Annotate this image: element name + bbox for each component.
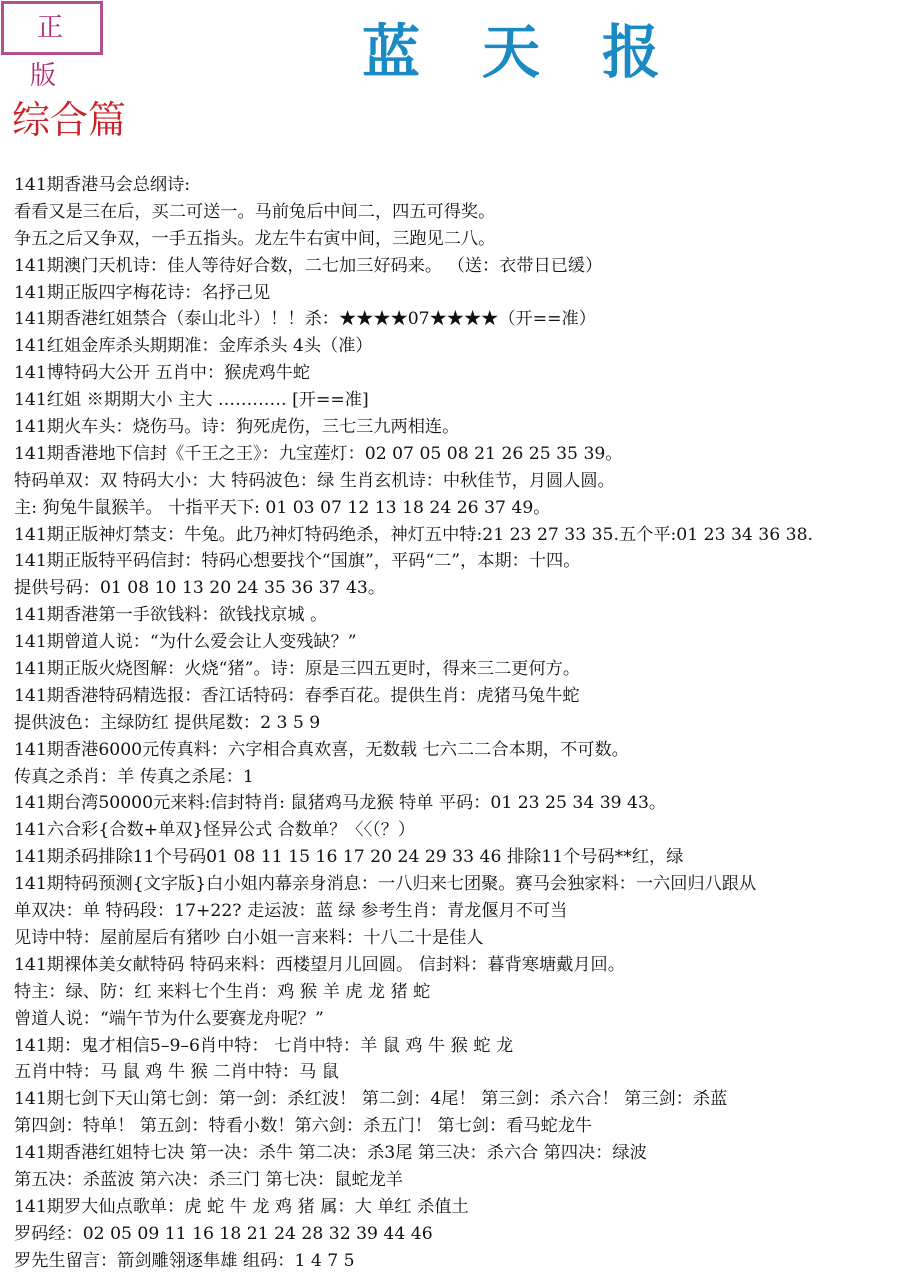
- text-line: 罗码经：02 05 09 11 16 18 21 24 28 32 39 44 46: [14, 1223, 433, 1244]
- edition-badge: 正版: [1, 1, 103, 55]
- text-line: 提供号码：01 08 10 13 20 24 35 36 37 43。: [14, 578, 386, 599]
- text-line: 141期香港地下信封《千王之王》：九宝莲灯：02 07 05 08 21 26 25 35 39。: [14, 443, 623, 464]
- text-line: 141期杀码排除11个号码01 08 11 15 16 17 20 24 29 33 46 排除11个号码**红，绿: [14, 847, 684, 868]
- text-line: 141期罗大仙点歌单：虎 蛇 牛 龙 鸡 猪 属：大 单红 杀值土: [14, 1196, 469, 1217]
- text-line: 特码单双：双 特码大小：大 特码波色：绿 生肖玄机诗：中秋佳节，月圆人圆。: [14, 470, 615, 491]
- text-line: 141期正版火烧图解：火烧“猪”。诗：原是三四五更时，得来三二更何方。: [14, 659, 581, 680]
- text-line: 141期：鬼才相信5–9–6肖中特： 七肖中特：羊 鼠 鸡 牛 猴 蛇 龙: [14, 1035, 514, 1056]
- text-line: 传真之杀肖：羊 传真之杀尾：1: [14, 766, 254, 787]
- text-line: 141期澳门天机诗：佳人等待好合数，二七加三好码来。 （送：衣带日已缓）: [14, 255, 603, 276]
- text-line: 141红姐 ※期期大小 主大 ………… [开==准]: [14, 390, 369, 411]
- text-line: 主: 狗兔牛鼠猴羊。 十指平天下: 01 03 07 12 13 18 24 26 37 49。: [14, 497, 551, 518]
- text-line: 141期香港红姐特七决 第一决：杀牛 第二决：杀3尾 第三决：杀六合 第四决：绿波: [14, 1143, 647, 1164]
- text-line: 141期香港马会总纲诗:: [14, 175, 191, 195]
- text-line: 见诗中特：屋前屋后有猪吵 白小姐一言来料：十八二十是佳人: [14, 927, 484, 948]
- text-line: 141期火车头：烧伤马。诗：狗死虎伤，三七三九两相连。: [14, 417, 460, 438]
- text-line: 141期正版四字梅花诗：名抒己见: [14, 282, 271, 303]
- text-line: 141期曾道人说：“为什么爱会让人变残缺？”: [14, 632, 357, 653]
- text-line: 单双决：单 特码段：17+22? 走运波：蓝 绿 参考生肖：青龙偃月不可当: [14, 901, 568, 922]
- text-line: 141期香港特码精选报：香江话特码：春季百花。提供生肖：虎猪马兔牛蛇: [14, 685, 580, 706]
- text-line: 141博特码大公开 五肖中：猴虎鸡牛蛇: [14, 363, 311, 384]
- text-line: 提供波色：主绿防红 提供尾数：2 3 5 9: [14, 712, 321, 733]
- text-line: 141期正版特平码信封：特码心想要找个“国旗”，平码“二”，本期：十四。: [14, 551, 581, 572]
- text-line: 141期香港第一手欲钱料：欲钱找京城 。: [14, 605, 328, 626]
- text-line: 第四剑：特单！ 第五剑：特看小数！第六剑：杀五门！ 第七剑：看马蛇龙牛: [14, 1116, 593, 1137]
- text-line: 特主：绿、防：红 来料七个生肖：鸡 猴 羊 虎 龙 猪 蛇: [14, 981, 431, 1002]
- text-line: 141期七剑下天山第七剑：第一剑：杀红波！ 第二剑：4尾！ 第三剑：杀六合！ 第三剑：杀蓝: [14, 1089, 728, 1110]
- text-line: 141期裸体美女献特码 特码来料：西楼望月儿回圆。 信封料：暮背寒塘戴月回。: [14, 954, 625, 975]
- content-body: [14, 172, 900, 1275]
- text-line: 看看又是三在后，买二可送一。马前兔后中间二，四五可得奖。: [14, 201, 496, 222]
- text-line: 第五决：杀蓝波 第六决：杀三门 第七决：鼠蛇龙羊: [14, 1169, 404, 1190]
- text-line: 141红姐金库杀头期期准：金库杀头 4头（准）: [14, 336, 373, 357]
- text-line: 141期台湾50000元来料:信封特肖: 鼠猪鸡马龙猴 特单 平码：01 23 25 34 39 43。: [14, 793, 667, 814]
- text-line: 争五之后又争双，一手五指头。龙左牛右寅中间，三跑见二八。: [14, 228, 496, 249]
- text-line: 五肖中特：马 鼠 鸡 牛 猴 二肖中特：马 鼠: [14, 1062, 339, 1083]
- page-title: 蓝天报: [362, 18, 723, 86]
- text-line: 141期正版神灯禁支：牛兔。此乃神灯特码绝杀，神灯五中特:21 23 27 33 35.五个平:01 23 34 36 38.: [14, 524, 813, 545]
- text-line: 141期特码预测{文字版}白小姐内幕亲身消息：一八归来七团聚。赛马会独家料：一六回归八跟从: [14, 874, 757, 895]
- text-line: 141期香港6000元传真料：六字相合真欢喜，无数载 七六二二合本期，不可数。: [14, 739, 629, 760]
- text-line: 曾道人说：“端午节为什么要赛龙舟呢？”: [14, 1008, 324, 1029]
- section-title: 综合篇: [12, 98, 127, 142]
- text-line: 罗先生留言：箭剑雕翎逐隼雄 组码：1 4 7 5: [14, 1250, 355, 1271]
- text-line: 141期香港红姐禁合（泰山北斗）！！杀：★★★★07★★★★（开==准）: [14, 309, 596, 330]
- text-line: 141六合彩{合数+单双}怪异公式 合数单？〈〈（？）: [14, 820, 416, 841]
